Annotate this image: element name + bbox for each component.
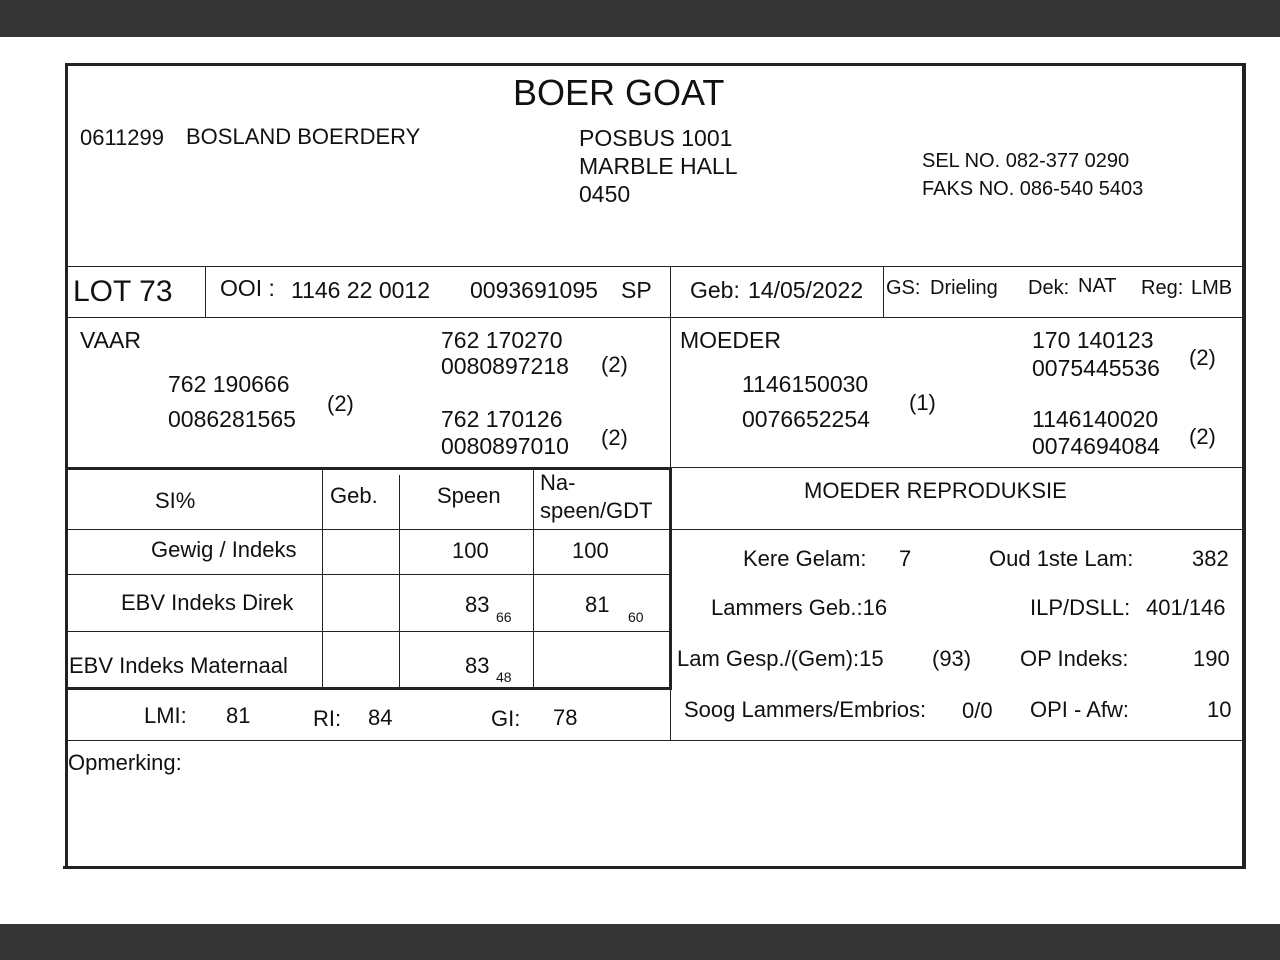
divider-repro-top bbox=[672, 467, 1243, 468]
border-top bbox=[65, 63, 1246, 66]
geb-label: Geb: bbox=[690, 277, 740, 303]
address-line-3: 0450 bbox=[579, 181, 631, 207]
op-label: OP Indeks: bbox=[1020, 646, 1129, 671]
divider-si-col3 bbox=[533, 467, 534, 689]
divider-si-col2 bbox=[399, 475, 400, 689]
lam-label: Lam Gesp./(Gem):15 bbox=[677, 646, 884, 671]
divider-si-row1 bbox=[67, 574, 672, 575]
moeder-sire-id: 170 140123 bbox=[1032, 327, 1154, 353]
moeder-grade: (1) bbox=[909, 390, 936, 415]
moeder-dam-reg: 0074694084 bbox=[1032, 433, 1160, 459]
cell-number: SEL NO. 082-377 0290 bbox=[922, 150, 1130, 172]
vaar-sire-grade: (2) bbox=[601, 352, 628, 377]
row-direk-label: EBV Indeks Direk bbox=[121, 590, 294, 615]
lam-gem-value: (93) bbox=[932, 646, 972, 671]
gs-value: Drieling bbox=[930, 277, 998, 299]
reg-value: LMB bbox=[1191, 277, 1233, 299]
lmi-label: LMI: bbox=[144, 703, 187, 728]
vaar-reg: 0086281565 bbox=[168, 406, 296, 432]
moeder-sire-reg: 0075445536 bbox=[1032, 355, 1160, 381]
row-maternaal-speen-sub: 48 bbox=[496, 669, 512, 685]
opmerking-label: Opmerking: bbox=[68, 750, 182, 775]
row-gewig-naspeen: 100 bbox=[572, 538, 609, 563]
op-value: 190 bbox=[1193, 646, 1230, 671]
ooi-reg-number: 0093691095 bbox=[470, 277, 598, 303]
moeder-reg: 0076652254 bbox=[742, 406, 870, 432]
divider-si-top bbox=[67, 467, 672, 470]
moeder-dam-id: 1146140020 bbox=[1032, 406, 1159, 432]
vaar-dam-id: 762 170126 bbox=[441, 406, 563, 432]
reg-label: Reg: bbox=[1141, 277, 1184, 299]
naspeen-header-1: Na- bbox=[540, 470, 576, 495]
repro-title: MOEDER REPRODUKSIE bbox=[804, 478, 1067, 503]
vaar-label: VAAR bbox=[80, 327, 141, 353]
kere-value: 7 bbox=[899, 546, 912, 571]
row-direk-naspeen: 81 bbox=[585, 592, 610, 617]
row-gewig-speen: 100 bbox=[452, 538, 489, 563]
vaar-id: 762 190666 bbox=[168, 371, 290, 397]
moeder-id: 1146150030 bbox=[742, 371, 869, 397]
divider-lot-top bbox=[67, 266, 1243, 267]
divider-repro-header bbox=[672, 529, 1243, 530]
geb-date: 14/05/2022 bbox=[748, 277, 864, 303]
divider-lot-bottom bbox=[67, 317, 1243, 318]
row-gewig-label: Gewig / Indeks bbox=[151, 537, 297, 562]
dek-value: NAT bbox=[1078, 275, 1117, 297]
vaar-sire-reg: 0080897218 bbox=[441, 353, 569, 379]
row-direk-naspeen-sub: 60 bbox=[628, 609, 644, 625]
owner-name: BOSLAND BOERDERY bbox=[186, 124, 421, 149]
border-bottom bbox=[63, 866, 1246, 869]
soog-value: 0/0 bbox=[962, 698, 993, 723]
moeder-sire-grade: (2) bbox=[1189, 345, 1216, 370]
sp-code: SP bbox=[621, 277, 652, 303]
ooi-number: 1146 22 0012 bbox=[291, 277, 430, 303]
oud-value: 382 bbox=[1192, 546, 1229, 571]
dek-label: Dek: bbox=[1028, 277, 1070, 299]
geb-header: Geb. bbox=[330, 483, 378, 508]
row-maternaal-label: EBV Indeks Maternaal bbox=[69, 653, 288, 678]
oud-label: Oud 1ste Lam: bbox=[989, 546, 1134, 571]
kere-label: Kere Gelam: bbox=[743, 546, 867, 571]
row-direk-speen: 83 bbox=[465, 592, 490, 617]
divider-si-bottom bbox=[67, 687, 672, 690]
ilp-label: ILP/DSLL: bbox=[1030, 595, 1131, 620]
speen-header: Speen bbox=[437, 483, 501, 508]
card-title: BOER GOAT bbox=[513, 72, 725, 113]
gs-label: GS: bbox=[886, 277, 921, 299]
divider-geb-v bbox=[883, 266, 884, 318]
fax-number: FAKS NO. 086-540 5403 bbox=[922, 178, 1144, 200]
opi-value: 10 bbox=[1207, 697, 1232, 722]
lot-label: LOT 73 bbox=[73, 275, 173, 308]
lammers-label: Lammers Geb.:16 bbox=[711, 595, 888, 620]
soog-label: Soog Lammers/Embrios: bbox=[684, 697, 927, 722]
lmi-value: 81 bbox=[226, 703, 251, 728]
vaar-dam-grade: (2) bbox=[601, 425, 628, 450]
opi-label: OPI - Afw: bbox=[1030, 697, 1130, 722]
si-header: SI% bbox=[155, 488, 196, 513]
divider-opmerking bbox=[67, 740, 1243, 741]
divider-lot-v bbox=[205, 266, 206, 318]
divider-si-header bbox=[67, 529, 672, 530]
moeder-label: MOEDER bbox=[680, 327, 781, 353]
row-maternaal-speen: 83 bbox=[465, 653, 490, 678]
address-line-1: POSBUS 1001 bbox=[579, 125, 733, 151]
address-line-2: MARBLE HALL bbox=[579, 153, 738, 179]
vaar-dam-reg: 0080897010 bbox=[441, 433, 569, 459]
divider-si-col1 bbox=[322, 467, 323, 689]
ooi-label: OOI : bbox=[220, 275, 275, 301]
border-right bbox=[1242, 63, 1246, 869]
divider-si-right bbox=[669, 467, 672, 690]
gi-label: GI: bbox=[491, 706, 521, 731]
border-left bbox=[65, 63, 68, 869]
ilp-value: 401/146 bbox=[1146, 595, 1226, 620]
naspeen-header-2: speen/GDT bbox=[540, 498, 653, 523]
moeder-dam-grade: (2) bbox=[1189, 424, 1216, 449]
gi-value: 78 bbox=[553, 705, 578, 730]
vaar-grade: (2) bbox=[327, 391, 354, 416]
divider-si-row2 bbox=[67, 631, 672, 632]
ri-label: RI: bbox=[313, 706, 342, 731]
vaar-sire-id: 762 170270 bbox=[441, 327, 563, 353]
ri-value: 84 bbox=[368, 705, 393, 730]
row-direk-speen-sub: 66 bbox=[496, 609, 512, 625]
owner-id: 0611299 bbox=[80, 125, 165, 150]
